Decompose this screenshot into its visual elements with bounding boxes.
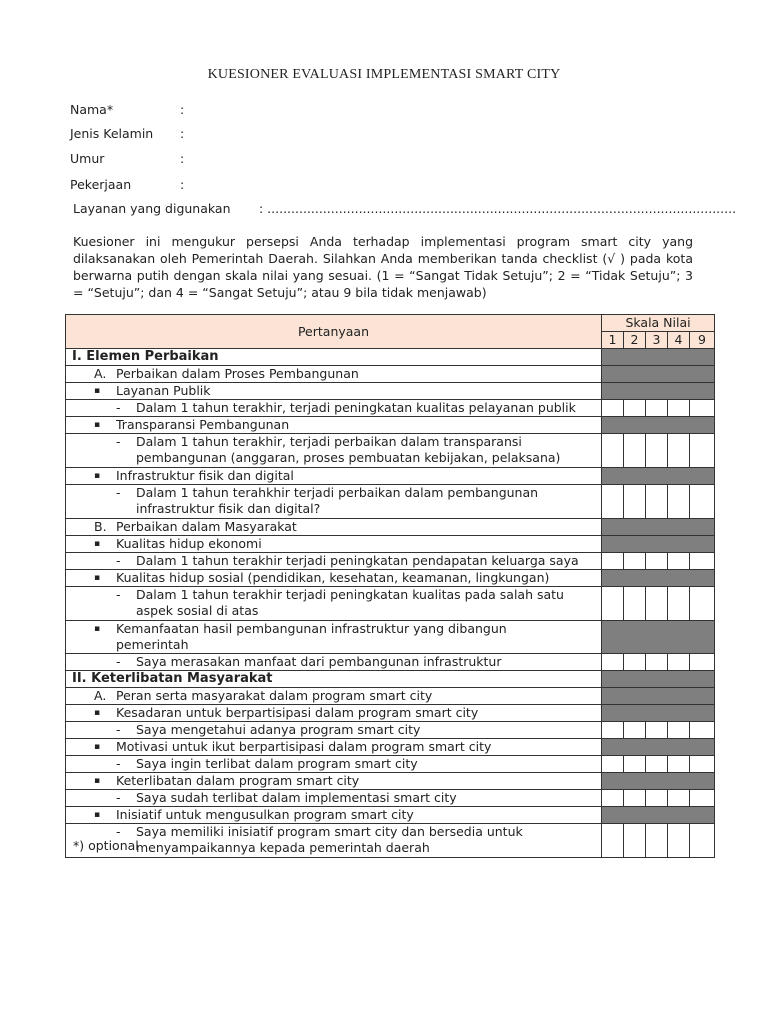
row-label: Kualitas hidup ekonomi [116, 536, 262, 551]
row-text-cell [66, 570, 602, 587]
row-text-cell [66, 485, 602, 519]
item-marker: - [116, 400, 121, 415]
section-row [66, 621, 715, 654]
row-text-cell [66, 587, 602, 621]
question-row [66, 756, 715, 773]
header-scale: Skala Nilai [602, 315, 715, 332]
section-heading: II. Keterlibatan Masyarakat [72, 671, 273, 686]
field-label: Jenis Kelamin [70, 126, 154, 141]
checkbox-cell-1[interactable] [602, 587, 624, 621]
row-text-cell [66, 739, 602, 756]
field-jenis-kelamin[interactable] [70, 124, 184, 144]
shaded-scale-cell [602, 383, 715, 400]
question-row [66, 790, 715, 807]
shaded-scale-cell [602, 519, 715, 536]
row-text-cell [66, 349, 602, 366]
item-marker: - [116, 434, 121, 449]
row-text-cell [66, 366, 602, 383]
shaded-scale-cell [602, 773, 715, 790]
footnote: *) optional [73, 838, 139, 853]
field-layanan[interactable] [73, 199, 736, 219]
row-label: Saya ingin terlibat dalam program smart city [136, 756, 418, 771]
row-text-cell [66, 773, 602, 790]
bullet-icon: ▪ [94, 624, 101, 634]
checkbox-cell-9[interactable] [690, 400, 715, 417]
item-marker: - [116, 824, 121, 839]
checkbox-cell-3[interactable] [646, 824, 668, 858]
question-row [66, 722, 715, 739]
checkbox-cell-4[interactable] [668, 553, 690, 570]
row-text-cell [66, 705, 602, 722]
checkbox-cell-2[interactable] [624, 434, 646, 468]
field-nama[interactable] [70, 100, 184, 120]
checkbox-cell-1[interactable] [602, 400, 624, 417]
field-umur[interactable] [70, 149, 184, 169]
shaded-scale-cell [602, 536, 715, 553]
checkbox-cell-1[interactable] [602, 485, 624, 519]
checkbox-cell-4[interactable] [668, 756, 690, 773]
field-separator: : [180, 102, 185, 117]
field-label: Nama* [70, 102, 114, 117]
shaded-scale-cell [602, 705, 715, 722]
checkbox-cell-4[interactable] [668, 790, 690, 807]
question-row [66, 434, 715, 468]
checkbox-cell-9[interactable] [690, 485, 715, 519]
checkbox-cell-3[interactable] [646, 485, 668, 519]
field-label: Pekerjaan [70, 177, 132, 192]
checkbox-cell-3[interactable] [646, 790, 668, 807]
section-row [66, 536, 715, 553]
row-label: Perbaikan dalam Proses Pembangunan [116, 366, 359, 381]
field-separator: : [180, 126, 185, 141]
checkbox-cell-9[interactable] [690, 434, 715, 468]
row-text-cell [66, 654, 602, 671]
item-marker: - [116, 790, 121, 805]
checkbox-cell-9[interactable] [690, 553, 715, 570]
item-marker: - [116, 553, 121, 568]
row-label: Saya merasakan manfaat dari pembangunan infrastruktur [136, 654, 502, 669]
intro-paragraph: Kuesioner ini mengukur persepsi Anda terhadap implementasi program smart city yang dilaksanakan oleh Pemerintah Daerah. Silahkan Anda memberikan tanda checklist (√ ) pada kota berwarna putih dengan skala nilai yang sesuai. (1 = “Sangat Tidak Setuju”; 2 = “Tidak Setuju”; 3 = “Setuju”; dan 4 = “Sangat Setuju”; atau 9 bila tidak menjawab) [73, 234, 693, 300]
shaded-scale-cell [602, 739, 715, 756]
checkbox-cell-4[interactable] [668, 587, 690, 621]
bullet-icon: ▪ [94, 742, 101, 752]
section-row [66, 807, 715, 824]
checkbox-cell-2[interactable] [624, 654, 646, 671]
section-row [66, 349, 715, 366]
scale-1: 1 [602, 332, 624, 349]
bullet-icon: ▪ [94, 386, 101, 396]
shaded-scale-cell [602, 468, 715, 485]
row-label: Layanan Publik [116, 383, 211, 398]
item-marker: - [116, 722, 121, 737]
shaded-scale-cell [602, 688, 715, 705]
item-marker: - [116, 485, 121, 500]
checkbox-cell-1[interactable] [602, 434, 624, 468]
shaded-scale-cell [602, 349, 715, 366]
item-marker: A. [94, 688, 107, 703]
row-label: Inisiatif untuk mengusulkan program smart city [116, 807, 414, 822]
scale-2: 2 [624, 332, 646, 349]
question-row [66, 587, 715, 621]
page-title: KUESIONER EVALUASI IMPLEMENTASI SMART CITY [207, 67, 561, 82]
row-text-cell [66, 553, 602, 570]
scale-9: 9 [690, 332, 715, 349]
checkbox-cell-1[interactable] [602, 654, 624, 671]
shaded-scale-cell [602, 621, 715, 654]
checkbox-cell-1[interactable] [602, 824, 624, 858]
bullet-icon: ▪ [94, 708, 101, 718]
section-row [66, 383, 715, 400]
row-label: Peran serta masyarakat dalam program smart city [116, 688, 433, 703]
row-label: Infrastruktur fisik dan digital [116, 468, 294, 483]
section-heading: I. Elemen Perbaikan [72, 349, 219, 364]
checkbox-cell-3[interactable] [646, 553, 668, 570]
checkbox-cell-2[interactable] [624, 824, 646, 858]
checkbox-cell-3[interactable] [646, 654, 668, 671]
checkbox-cell-3[interactable] [646, 587, 668, 621]
row-label: Kualitas hidup sosial (pendidikan, kesehatan, keamanan, lingkungan) [116, 570, 550, 585]
row-label: Dalam 1 tahun terakhir terjadi peningkatan pendapatan keluarga saya [136, 553, 579, 568]
row-text-cell [66, 824, 602, 858]
row-label: Perbaikan dalam Masyarakat [116, 519, 297, 534]
row-label: Keterlibatan dalam program smart city [116, 773, 360, 788]
scale-4: 4 [668, 332, 690, 349]
bullet-icon: ▪ [94, 471, 101, 481]
row-text-cell [66, 688, 602, 705]
row-text-cell [66, 671, 602, 688]
checkbox-cell-3[interactable] [646, 722, 668, 739]
checkbox-cell-9[interactable] [690, 824, 715, 858]
bullet-icon: ▪ [94, 539, 101, 549]
row-label: Saya memiliki inisiatif program smart city dan bersedia untuk menyampaikannya kepada pemerintah daerah [136, 824, 523, 855]
section-row [66, 366, 715, 383]
question-row [66, 824, 715, 858]
question-row [66, 654, 715, 671]
checkbox-cell-3[interactable] [646, 434, 668, 468]
checkbox-cell-9[interactable] [690, 587, 715, 621]
checkbox-cell-3[interactable] [646, 756, 668, 773]
item-marker: B. [94, 519, 107, 534]
row-label: Dalam 1 tahun terakhir, terjadi perbaikan dalam transparansi pembangunan (anggaran, proses pembuatan kebijakan, pelaksana) [136, 434, 561, 465]
section-row [66, 468, 715, 485]
item-marker: - [116, 756, 121, 771]
checkbox-cell-1[interactable] [602, 756, 624, 773]
field-pekerjaan[interactable] [70, 175, 184, 195]
row-text-cell [66, 434, 602, 468]
item-marker: - [116, 587, 121, 602]
checkbox-cell-2[interactable] [624, 722, 646, 739]
checkbox-cell-2[interactable] [624, 790, 646, 807]
field-dotted-line: : ...................................................................................................................... [259, 201, 737, 216]
checkbox-cell-4[interactable] [668, 722, 690, 739]
row-text-cell [66, 536, 602, 553]
checkbox-cell-4[interactable] [668, 824, 690, 858]
checkbox-cell-4[interactable] [668, 400, 690, 417]
question-row [66, 400, 715, 417]
field-separator: : [180, 151, 185, 166]
row-text-cell [66, 807, 602, 824]
row-text-cell [66, 790, 602, 807]
checkbox-cell-9[interactable] [690, 654, 715, 671]
row-label: Dalam 1 tahun terakhir, terjadi peningkatan kualitas pelayanan publik [136, 400, 576, 415]
checkbox-cell-1[interactable] [602, 790, 624, 807]
row-label: Transparansi Pembangunan [116, 417, 290, 432]
section-row [66, 417, 715, 434]
checkbox-cell-9[interactable] [690, 790, 715, 807]
questionnaire-table [65, 314, 715, 858]
checkbox-cell-9[interactable] [690, 722, 715, 739]
section-row [66, 570, 715, 587]
checkbox-cell-4[interactable] [668, 434, 690, 468]
field-separator: : [180, 177, 185, 192]
shaded-scale-cell [602, 417, 715, 434]
checkbox-cell-2[interactable] [624, 400, 646, 417]
row-text-cell [66, 621, 602, 654]
checkbox-cell-4[interactable] [668, 654, 690, 671]
header-question: Pertanyaan [66, 315, 602, 349]
row-label: Dalam 1 tahun terahkhir terjadi perbaikan dalam pembangunan infrastruktur fisik dan digital? [136, 485, 539, 516]
field-label: Layanan yang digunakan [73, 201, 231, 216]
shaded-scale-cell [602, 807, 715, 824]
section-row [66, 519, 715, 536]
row-label: Saya mengetahui adanya program smart city [136, 722, 421, 737]
section-row [66, 773, 715, 790]
bullet-icon: ▪ [94, 776, 101, 786]
row-label: Kemanfaatan hasil pembangunan infrastruktur yang dibangun pemerintah [116, 621, 507, 652]
section-row [66, 739, 715, 756]
shaded-scale-cell [602, 570, 715, 587]
row-text-cell [66, 756, 602, 773]
question-row [66, 485, 715, 519]
row-label: Dalam 1 tahun terakhir terjadi peningkatan kualitas pada salah satu aspek sosial di atas [136, 587, 564, 618]
checkbox-cell-1[interactable] [602, 553, 624, 570]
item-marker: A. [94, 366, 107, 381]
row-label: Kesadaran untuk berpartisipasi dalam program smart city [116, 705, 479, 720]
section-row [66, 688, 715, 705]
checkbox-cell-1[interactable] [602, 722, 624, 739]
question-row [66, 553, 715, 570]
row-text-cell [66, 400, 602, 417]
checkbox-cell-2[interactable] [624, 756, 646, 773]
field-label: Umur [70, 151, 105, 166]
row-text-cell [66, 383, 602, 400]
shaded-scale-cell [602, 671, 715, 688]
section-row [66, 671, 715, 688]
bullet-icon: ▪ [94, 810, 101, 820]
row-text-cell [66, 417, 602, 434]
row-label: Motivasi untuk ikut berpartisipasi dalam program smart city [116, 739, 492, 754]
row-text-cell [66, 519, 602, 536]
row-text-cell [66, 468, 602, 485]
checkbox-cell-2[interactable] [624, 485, 646, 519]
checkbox-cell-2[interactable] [624, 587, 646, 621]
scale-3: 3 [646, 332, 668, 349]
shaded-scale-cell [602, 366, 715, 383]
row-text-cell [66, 722, 602, 739]
checkbox-cell-3[interactable] [646, 400, 668, 417]
item-marker: - [116, 654, 121, 669]
row-label: Saya sudah terlibat dalam implementasi smart city [136, 790, 457, 805]
bullet-icon: ▪ [94, 573, 101, 583]
checkbox-cell-4[interactable] [668, 485, 690, 519]
checkbox-cell-2[interactable] [624, 553, 646, 570]
bullet-icon: ▪ [94, 420, 101, 430]
checkbox-cell-9[interactable] [690, 756, 715, 773]
section-row [66, 705, 715, 722]
